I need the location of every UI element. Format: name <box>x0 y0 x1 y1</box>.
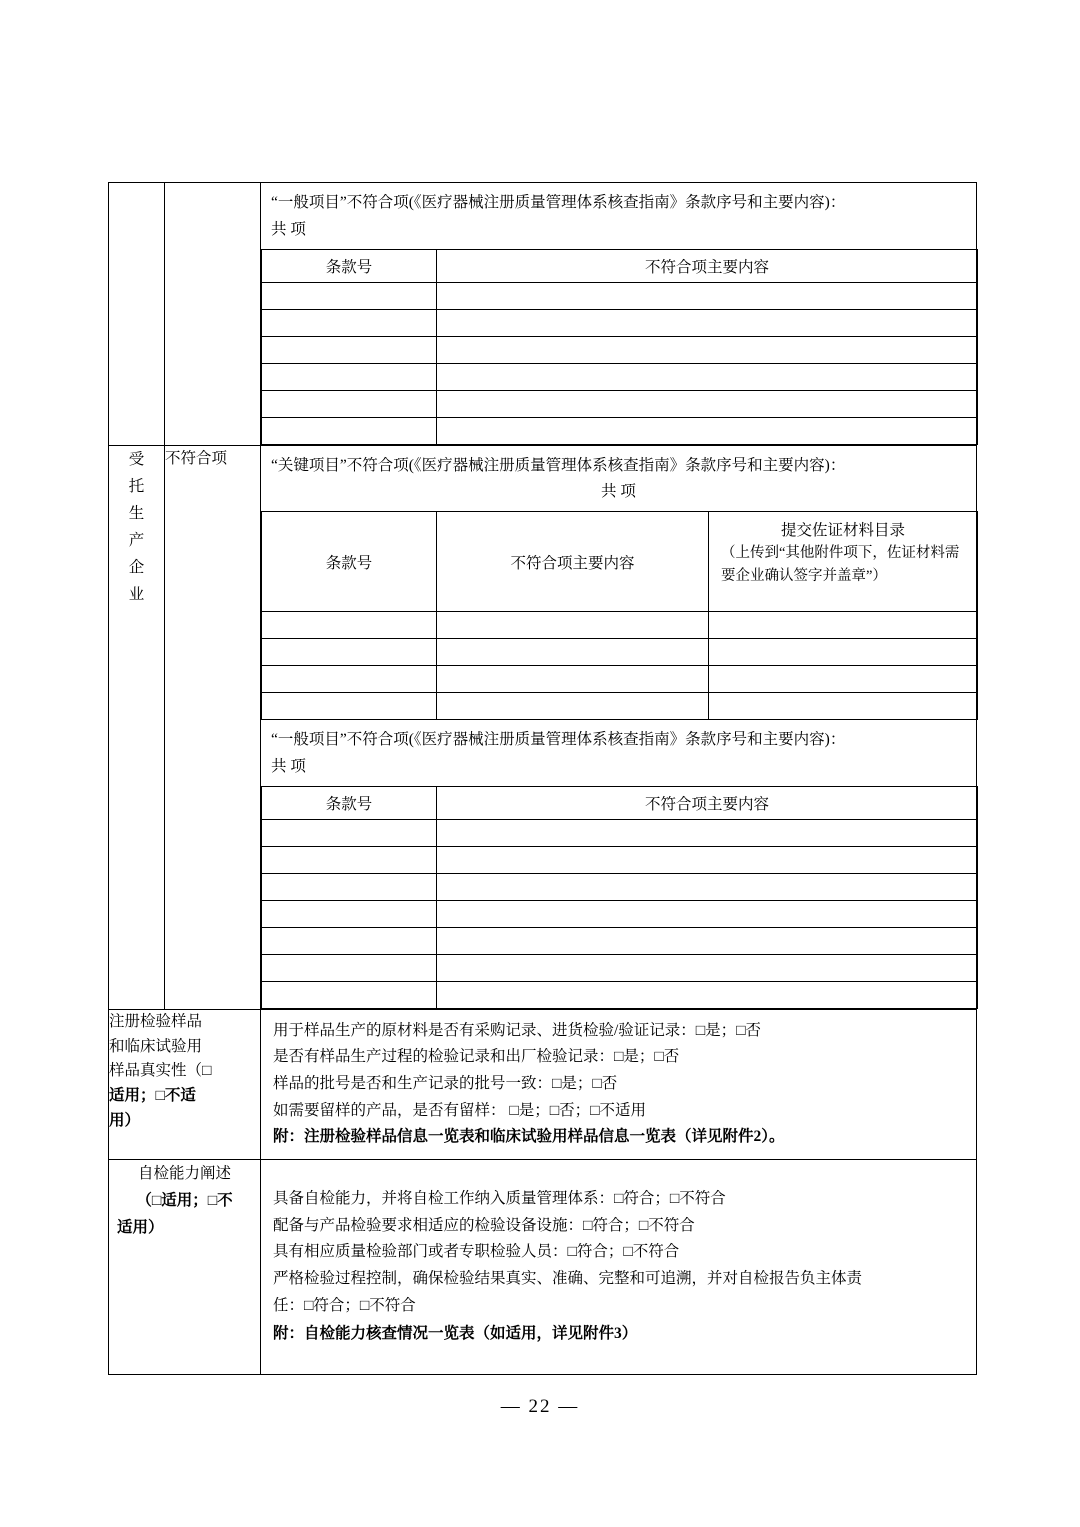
cell-clause-no[interactable] <box>262 612 437 639</box>
label-char: 业 <box>128 586 145 604</box>
table-row <box>262 666 978 693</box>
table-row <box>262 927 978 954</box>
label-line: 适用；□不适 <box>109 1087 196 1105</box>
cell-self-inspection-content <box>261 1160 977 1375</box>
cell-blank-left-top <box>109 183 165 446</box>
table-row-self-inspection <box>109 1160 977 1375</box>
table-row <box>262 873 978 900</box>
table-row <box>262 417 978 444</box>
cell-content[interactable] <box>437 954 978 981</box>
key-items-heading: “关键项目”不符合项(《医疗器械注册质量管理体系核查指南》条款序号和主要内容)： <box>271 456 846 474</box>
header-clause-no: 条款号 <box>262 249 437 282</box>
cell-content[interactable] <box>437 336 978 363</box>
cell-clause-no[interactable] <box>262 693 437 720</box>
cell-content[interactable] <box>437 693 709 720</box>
table-row-sample-authenticity <box>109 1009 977 1159</box>
cell-content[interactable] <box>437 309 978 336</box>
cell-clause-no[interactable] <box>262 846 437 873</box>
label-char: 生 <box>128 504 145 522</box>
inspection-form-table <box>108 182 977 1375</box>
table-row <box>262 639 978 666</box>
cell-clause-no[interactable] <box>262 417 437 444</box>
cell-content[interactable] <box>437 612 709 639</box>
label-char: 产 <box>128 531 145 549</box>
checklist-line[interactable]: 具有相应质量检验部门或者专职检验人员：□符合；□不符合 <box>273 1243 680 1261</box>
cell-clause-no[interactable] <box>262 981 437 1008</box>
cell-content[interactable] <box>437 666 709 693</box>
checklist-line[interactable]: 如需要留样的产品，是否有留样： □是；□否；□不适用 <box>273 1101 646 1119</box>
table-row <box>262 819 978 846</box>
table-row <box>262 612 978 639</box>
table-row <box>262 309 978 336</box>
cell-sample-authenticity-content <box>261 1009 977 1159</box>
cell-clause-no[interactable] <box>262 363 437 390</box>
label-line: 注册检验样品 <box>109 1012 203 1030</box>
general-items-table-top <box>261 249 978 445</box>
label-char: 受 <box>128 450 145 468</box>
cell-clause-no[interactable] <box>262 900 437 927</box>
table-row <box>262 900 978 927</box>
header-nonconformity-content: 不符合项主要内容 <box>437 786 978 819</box>
table-row <box>262 282 978 309</box>
label-line: 和临床试验用 <box>109 1037 203 1055</box>
header-nonconformity-content: 不符合项主要内容 <box>437 249 978 282</box>
general-heading-top: “一般项目”不符合项(《医疗器械注册质量管理体系核查指南》条款序号和主要内容)： <box>271 194 846 211</box>
checklist-line[interactable]: 具备自检能力，并将自检工作纳入质量管理体系：□符合；□不符合 <box>273 1190 726 1208</box>
cell-content[interactable] <box>437 639 709 666</box>
table-row-entrusted-manufacturer <box>109 445 977 1009</box>
row-label-self-inspection <box>109 1160 261 1375</box>
evidence-title: 提交佐证材料目录 <box>780 522 905 540</box>
general-items-table <box>261 786 978 1009</box>
label-line: 样品真实性（□ <box>109 1062 212 1080</box>
general-count-top: 共 项 <box>271 220 306 238</box>
self-inspection-body <box>261 1160 976 1374</box>
checklist-line[interactable]: 样品的批号是否和生产记录的批号一致：□是；□否 <box>273 1075 618 1093</box>
label-line: （□适用；□不 <box>136 1192 233 1210</box>
label-line: 用） <box>109 1111 141 1129</box>
cell-content[interactable] <box>437 927 978 954</box>
sample-authenticity-body <box>261 1010 976 1159</box>
label-char: 托 <box>128 477 145 495</box>
cell-clause-no[interactable] <box>262 390 437 417</box>
cell-entrusted-nonconformity <box>261 445 977 1009</box>
cell-content[interactable] <box>437 900 978 927</box>
evidence-note: （上传到“其他附件项下，佐证材料需要企业确认签字并盖章”） <box>721 545 960 584</box>
attachment-note: 附：注册检验样品信息一览表和临床试验用样品信息一览表（详见附件2）。 <box>273 1128 785 1146</box>
table-header-row <box>262 786 978 819</box>
key-items-table <box>261 511 978 720</box>
header-evidence-list <box>709 512 978 612</box>
cell-content[interactable] <box>437 363 978 390</box>
cell-evidence[interactable] <box>709 693 978 720</box>
checklist-line[interactable]: 严格检验过程控制，确保检验结果真实、准确、完整和可追溯，并对自检报告负主体责 <box>273 1270 863 1288</box>
general-items-heading: “一般项目”不符合项(《医疗器械注册质量管理体系核查指南》条款序号和主要内容)： <box>271 731 846 749</box>
cell-content[interactable] <box>437 981 978 1008</box>
page-number: — 22 — <box>500 1396 580 1417</box>
table-header-row <box>262 249 978 282</box>
cell-clause-no[interactable] <box>262 954 437 981</box>
table-row <box>262 390 978 417</box>
header-clause-no: 条款号 <box>262 512 437 612</box>
table-row <box>262 693 978 720</box>
table-header-row <box>262 512 978 612</box>
attachment-note: 附：自检能力核查情况一览表（如适用，详见附件3） <box>273 1325 638 1343</box>
table-row <box>262 846 978 873</box>
cell-content[interactable] <box>437 873 978 900</box>
label-line: 自检能力阐述 <box>137 1165 231 1183</box>
checklist-line[interactable]: 任：□符合；□不符合 <box>273 1296 416 1314</box>
table-row <box>262 954 978 981</box>
row-label-entrusted-manufacturer <box>109 445 165 1009</box>
cell-blank-mid-top <box>165 183 261 446</box>
cell-evidence[interactable] <box>709 666 978 693</box>
key-items-count: 共 项 <box>601 483 636 501</box>
cell-clause-no[interactable] <box>262 819 437 846</box>
table-row <box>262 981 978 1008</box>
cell-clause-no[interactable] <box>262 639 437 666</box>
label-char: 企 <box>128 559 145 577</box>
cell-content[interactable] <box>437 819 978 846</box>
row-sub-label-nonconformity: 不符合项 <box>165 445 261 1009</box>
cell-content[interactable] <box>437 390 978 417</box>
cell-evidence[interactable] <box>709 612 978 639</box>
table-row <box>262 363 978 390</box>
checklist-line[interactable]: 是否有样品生产过程的检验记录和出厂检验记录：□是；□否 <box>273 1048 680 1066</box>
cell-content[interactable] <box>437 282 978 309</box>
row-label-sample-authenticity <box>109 1009 261 1159</box>
cell-clause-no[interactable] <box>262 336 437 363</box>
label-line: 适用） <box>117 1219 164 1237</box>
cell-clause-no[interactable] <box>262 927 437 954</box>
checklist-line[interactable]: 配备与产品检验要求相适应的检验设备设施：□符合；□不符合 <box>273 1216 695 1234</box>
cell-clause-no[interactable] <box>262 873 437 900</box>
header-nonconformity-content: 不符合项主要内容 <box>437 512 709 612</box>
cell-clause-no[interactable] <box>262 282 437 309</box>
cell-content[interactable] <box>437 846 978 873</box>
cell-clause-no[interactable] <box>262 666 437 693</box>
cell-content[interactable] <box>437 417 978 444</box>
cell-general-items-top <box>261 183 977 446</box>
table-row <box>262 336 978 363</box>
cell-evidence[interactable] <box>709 639 978 666</box>
header-clause-no: 条款号 <box>262 786 437 819</box>
general-items-count: 共 项 <box>271 757 306 775</box>
checklist-line[interactable]: 用于样品生产的原材料是否有采购记录、进货检验/验证记录：□是；□否 <box>273 1021 762 1039</box>
table-row-general-top <box>109 183 977 446</box>
cell-clause-no[interactable] <box>262 309 437 336</box>
